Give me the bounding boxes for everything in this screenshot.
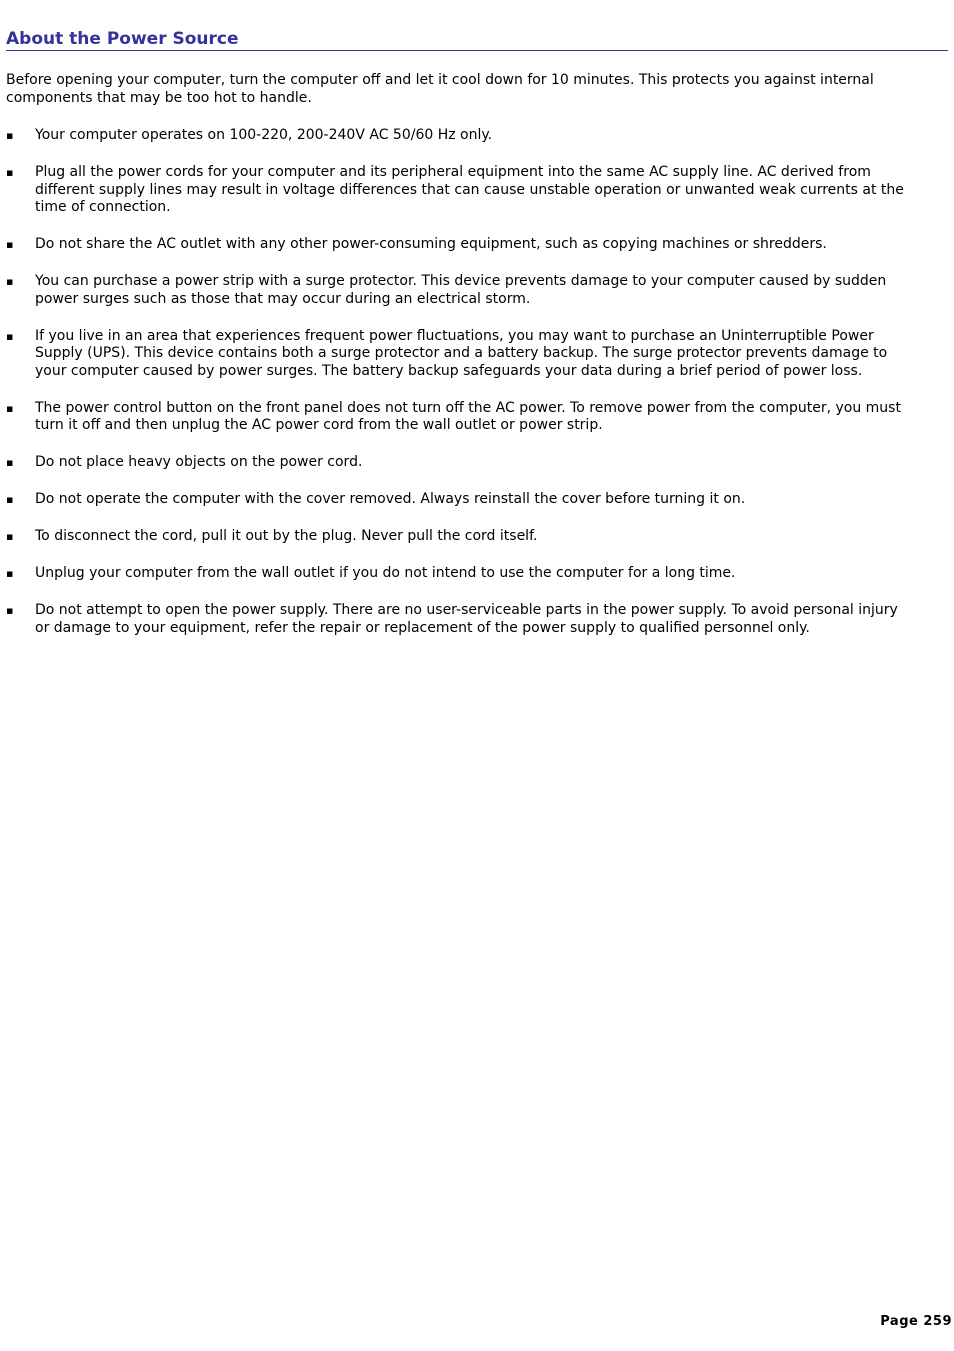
- bullet-square-icon: ▪: [6, 456, 14, 469]
- bullet-square-icon: ▪: [6, 238, 14, 251]
- list-item-text: Do not place heavy objects on the power cord.: [35, 454, 363, 470]
- list-item-text: To disconnect the cord, pull it out by the plug. Never pull the cord itself.: [35, 528, 538, 544]
- list-item-text: Plug all the power cords for your computer and its peripheral equipment into the same AC supply line. AC derived from different supply lines may result in voltage differences that can cause unstable operation or unwanted weak currents at the time of connection.: [35, 164, 904, 215]
- list-item-text: If you live in an area that experiences frequent power fluctuations, you may want to purchase an Uninterruptible Power Supply (UPS). This device contains both a surge protector and a battery backup. The surge protector prevents damage to your computer caused by power surges. The battery backup safeguards your data during a brief period of power loss.: [35, 327, 888, 379]
- bullet-square-icon: ▪: [6, 530, 14, 543]
- list-item: [6, 328, 906, 381]
- bullet-square-icon: ▪: [6, 604, 14, 617]
- list-item: [6, 454, 906, 472]
- list-item-text: Do not share the AC outlet with any other power-consuming equipment, such as copying machines or shredders.: [35, 236, 827, 252]
- bullet-square-icon: ▪: [6, 166, 14, 179]
- list-item-text: Do not attempt to open the power supply. There are no user-serviceable parts in the power supply. To avoid personal injury or damage to your equipment, refer the repair or replacement of the power supply to qualified personnel only.: [35, 602, 898, 636]
- bullet-square-icon: ▪: [6, 329, 14, 343]
- list-item: [6, 164, 906, 217]
- list-item: [6, 528, 906, 546]
- intro-paragraph: Before opening your computer, turn the computer off and let it cool down for 10 minutes. This protects you against internal components that may be too hot to handle.: [6, 72, 874, 106]
- list-item: [6, 127, 906, 145]
- list-item-text: You can purchase a power strip with a surge protector. This device prevents damage to your computer caused by sudden power surges such as those that may occur during an electrical storm.: [35, 273, 887, 307]
- list-item: [6, 273, 906, 308]
- safety-bullet-list: [6, 127, 906, 657]
- list-item: [6, 400, 906, 435]
- list-item: [6, 602, 906, 637]
- bullet-square-icon: ▪: [6, 493, 14, 506]
- bullet-square-icon: ▪: [6, 567, 14, 580]
- bullet-square-icon: ▪: [6, 129, 14, 142]
- page-title: About the Power Source: [6, 29, 948, 51]
- bullet-square-icon: ▪: [6, 401, 14, 415]
- list-item-text: Your computer operates on 100-220, 200-240V AC 50/60 Hz only.: [35, 127, 493, 143]
- list-item-text: Unplug your computer from the wall outlet if you do not intend to use the computer for a long time.: [35, 565, 736, 581]
- list-item-text: Do not operate the computer with the cover removed. Always reinstall the cover before turning it on.: [35, 491, 746, 507]
- list-item-text: The power control button on the front panel does not turn off the AC power. To remove power from the computer, you must turn it off and then unplug the AC power cord from the wall outlet or power strip.: [35, 399, 901, 433]
- bullet-square-icon: ▪: [6, 275, 14, 288]
- list-item: [6, 491, 906, 509]
- list-item: [6, 565, 906, 583]
- page-number: Page 259: [880, 1314, 952, 1329]
- list-item: [6, 236, 906, 254]
